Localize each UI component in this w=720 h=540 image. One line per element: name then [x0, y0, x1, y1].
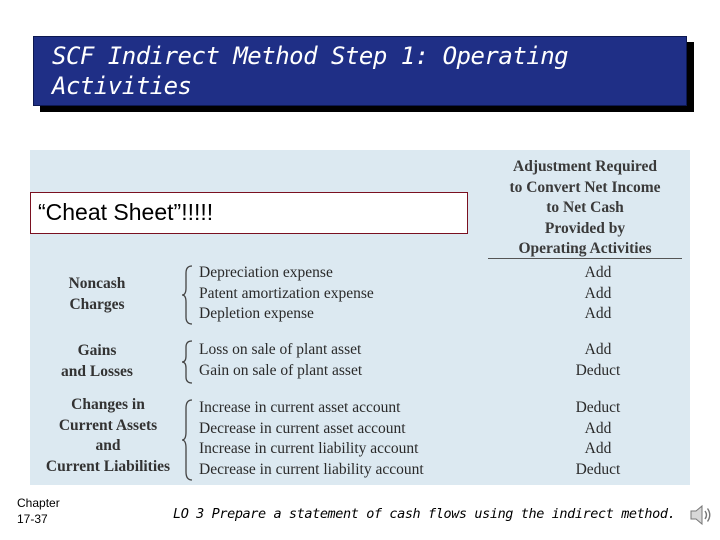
category-changes-line-2: Current Assets — [58, 416, 158, 434]
brace-noncash — [180, 264, 196, 326]
adjustment-decrease-current-liability: Deduct — [575, 460, 621, 478]
header-rule — [488, 258, 682, 259]
adjustment-decrease-current-asset: Add — [584, 419, 612, 437]
category-gains-line-1: Gains — [77, 342, 117, 359]
illustration-label: Illustration 17-11 — [540, 111, 681, 126]
slide-title: SCF Indirect Method Step 1: Operating Activities — [52, 42, 569, 100]
brace-gains-losses — [180, 339, 196, 385]
item-gain-on-sale: Gain on sale of plant asset — [199, 361, 363, 379]
category-changes-line-3: and — [95, 437, 121, 454]
adjustment-depreciation: Add — [584, 264, 612, 281]
adjustment-depletion: Add — [584, 305, 612, 322]
item-depreciation: Depreciation expense — [199, 264, 333, 281]
item-decrease-current-liability: Decrease in current liability account — [199, 460, 424, 478]
adjustment-increase-current-asset: Deduct — [575, 399, 621, 416]
item-loss-on-sale: Loss on sale of plant asset — [199, 341, 362, 358]
header-line-5: Operating Activities — [518, 240, 652, 257]
category-changes-line-1: Changes in — [71, 396, 145, 413]
header-line-3: to Net Cash — [546, 199, 624, 216]
category-noncash-line-2: Charges — [69, 295, 125, 313]
cheat-sheet-label: “Cheat Sheet”!!!!! — [38, 199, 214, 225]
speaker-icon[interactable] — [688, 502, 714, 528]
category-noncash-line-1: Noncash — [68, 275, 126, 292]
chapter-word: Chapter — [17, 496, 60, 510]
category-gains-line-2: and Losses — [61, 362, 133, 380]
adjustment-gain-on-sale: Deduct — [575, 361, 621, 379]
item-depletion: Depletion expense — [199, 305, 314, 322]
header-line-1: Adjustment Required — [513, 158, 657, 175]
brace-changes — [180, 398, 196, 482]
chapter-number: 17-37 — [17, 512, 48, 526]
item-increase-current-liability: Increase in current liability account — [199, 440, 419, 457]
header-line-4: Provided by — [544, 219, 626, 237]
item-increase-current-asset: Increase in current asset account — [199, 399, 401, 416]
learning-objective: LO 3 Prepare a statement of cash flows using the indirect method. — [173, 506, 676, 522]
adjustment-increase-current-liability: Add — [584, 440, 612, 457]
adjustment-loss-on-sale: Add — [584, 341, 612, 358]
header-line-2: to Convert Net Income — [509, 178, 661, 196]
adjustment-patent-amortization: Add — [584, 284, 612, 302]
item-patent-amortization: Patent amortization expense — [199, 284, 374, 302]
item-decrease-current-asset: Decrease in current asset account — [199, 419, 406, 437]
chapter-label — [17, 495, 60, 527]
category-changes-line-4: Current Liabilities — [45, 457, 171, 475]
